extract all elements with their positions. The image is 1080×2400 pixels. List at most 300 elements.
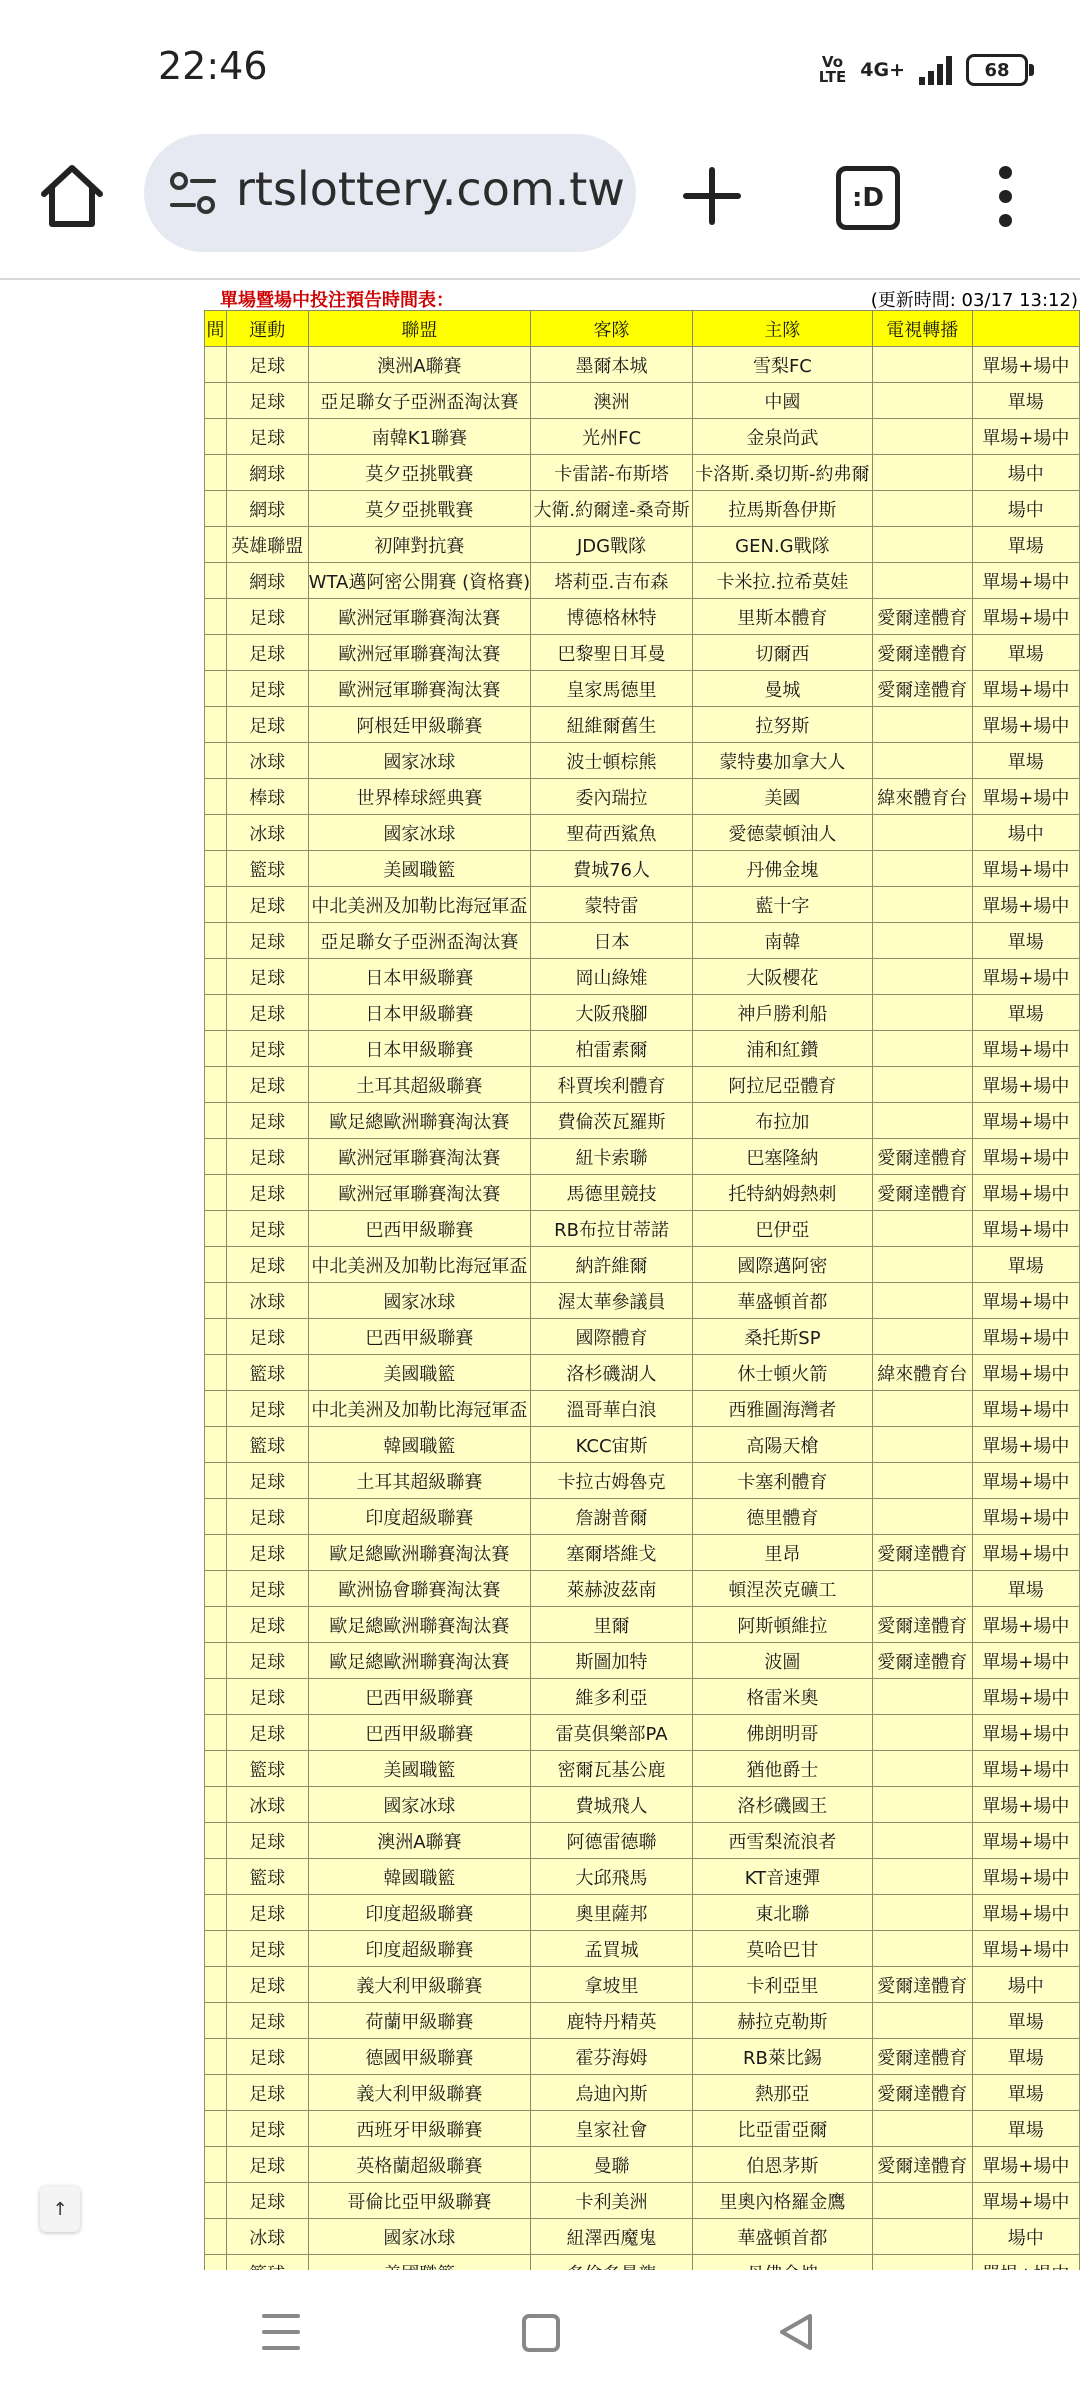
cell-bet-type: 單場+場中 bbox=[972, 959, 1079, 995]
cell-bet-type: 單場+場中 bbox=[972, 707, 1079, 743]
table-row bbox=[205, 743, 1080, 779]
cell-home: RB萊比錫 bbox=[692, 2039, 872, 2075]
network-type: 4G+ bbox=[860, 59, 905, 81]
cell-away: KCC宙斯 bbox=[531, 1427, 693, 1463]
cell-away: RB布拉甘蒂諾 bbox=[531, 1211, 693, 1247]
table-row bbox=[205, 923, 1080, 959]
cell-time bbox=[205, 1463, 227, 1499]
status-icons bbox=[819, 50, 1028, 90]
cell-sport: 足球 bbox=[226, 1319, 308, 1355]
cell-sport: 網球 bbox=[226, 491, 308, 527]
header-sport: 運動 bbox=[226, 311, 308, 347]
cell-sport: 足球 bbox=[226, 1679, 308, 1715]
cell-tv: 緯來體育台 bbox=[872, 1355, 972, 1391]
cell-home: 華盛頓首都 bbox=[692, 1283, 872, 1319]
cell-home: 東北聯 bbox=[692, 1895, 872, 1931]
browser-toolbar bbox=[0, 130, 1080, 280]
cell-bet-type: 單場+場中 bbox=[972, 1859, 1079, 1895]
cell-sport: 冰球 bbox=[226, 743, 308, 779]
cell-bet-type: 單場+場中 bbox=[972, 1211, 1079, 1247]
cell-away: 鹿特丹精英 bbox=[531, 2003, 693, 2039]
cell-home: 熱那亞 bbox=[692, 2075, 872, 2111]
cell-league: 義大利甲級聯賽 bbox=[308, 2075, 530, 2111]
header-home: 主隊 bbox=[692, 311, 872, 347]
nav-home-icon[interactable] bbox=[522, 2314, 560, 2352]
cell-home: 阿斯頓維拉 bbox=[692, 1607, 872, 1643]
cell-away: 密爾瓦基公鹿 bbox=[531, 1751, 693, 1787]
cell-league: 歐足總歐洲聯賽淘汰賽 bbox=[308, 1535, 530, 1571]
back-icon[interactable] bbox=[778, 2312, 814, 2352]
cell-home: 美國 bbox=[692, 779, 872, 815]
cell-home: 神戶勝利船 bbox=[692, 995, 872, 1031]
table-row bbox=[205, 959, 1080, 995]
cell-tv: 愛爾達體育 bbox=[872, 1967, 972, 2003]
cell-sport: 網球 bbox=[226, 563, 308, 599]
table-row bbox=[205, 491, 1080, 527]
cell-bet-type: 單場+場中 bbox=[972, 563, 1079, 599]
cell-time bbox=[205, 923, 227, 959]
home-icon[interactable] bbox=[36, 160, 108, 232]
cell-bet-type: 單場+場中 bbox=[972, 2183, 1079, 2219]
battery-icon bbox=[966, 54, 1028, 86]
cell-league: 歐洲冠軍聯賽淘汰賽 bbox=[308, 635, 530, 671]
cell-bet-type: 場中 bbox=[972, 455, 1079, 491]
cell-home: 佛朗明哥 bbox=[692, 1715, 872, 1751]
cell-tv bbox=[872, 1319, 972, 1355]
cell-home: 卡塞利體育 bbox=[692, 1463, 872, 1499]
page-title: 單場暨場中投注預告時間表： bbox=[220, 290, 454, 311]
schedule-heading bbox=[218, 282, 1080, 310]
cell-home: 莫哈巴甘 bbox=[692, 1931, 872, 1967]
address-bar[interactable] bbox=[144, 134, 636, 252]
cell-sport: 網球 bbox=[226, 455, 308, 491]
cell-away: 洛杉磯湖人 bbox=[531, 1355, 693, 1391]
cell-sport: 足球 bbox=[226, 707, 308, 743]
cell-time bbox=[205, 491, 227, 527]
cell-tv: 愛爾達體育 bbox=[872, 2075, 972, 2111]
cell-bet-type: 單場+場中 bbox=[972, 1499, 1079, 1535]
cell-bet-type: 單場+場中 bbox=[972, 1607, 1079, 1643]
cell-bet-type: 單場+場中 bbox=[972, 779, 1079, 815]
cell-sport: 冰球 bbox=[226, 1787, 308, 1823]
cell-bet-type: 單場+場中 bbox=[972, 1355, 1079, 1391]
cell-league: 歐足總歐洲聯賽淘汰賽 bbox=[308, 1607, 530, 1643]
cell-away: 孟買城 bbox=[531, 1931, 693, 1967]
cell-tv bbox=[872, 563, 972, 599]
cell-time bbox=[205, 1643, 227, 1679]
cell-league: 國家冰球 bbox=[308, 743, 530, 779]
cell-time bbox=[205, 1067, 227, 1103]
cell-away: 紐澤西魔鬼 bbox=[531, 2219, 693, 2255]
cell-sport: 足球 bbox=[226, 2111, 308, 2147]
cell-league: 土耳其超級聯賽 bbox=[308, 1067, 530, 1103]
cell-home: 西雪梨流浪者 bbox=[692, 1823, 872, 1859]
cell-tv bbox=[872, 1859, 972, 1895]
cell-time bbox=[205, 995, 227, 1031]
cell-bet-type: 單場+場中 bbox=[972, 347, 1079, 383]
cell-bet-type: 單場+場中 bbox=[972, 599, 1079, 635]
cell-away: 委內瑞拉 bbox=[531, 779, 693, 815]
cell-time bbox=[205, 851, 227, 887]
cell-sport: 足球 bbox=[226, 995, 308, 1031]
cell-sport: 足球 bbox=[226, 1247, 308, 1283]
table-row bbox=[205, 455, 1080, 491]
cell-away: JDG戰隊 bbox=[531, 527, 693, 563]
table-row bbox=[205, 599, 1080, 635]
cell-away: 岡山綠雉 bbox=[531, 959, 693, 995]
cell-time bbox=[205, 2075, 227, 2111]
cell-time bbox=[205, 383, 227, 419]
cell-tv bbox=[872, 1571, 972, 1607]
signal-icon bbox=[919, 55, 952, 85]
header-away: 客隊 bbox=[531, 311, 693, 347]
cell-bet-type: 單場+場中 bbox=[972, 1067, 1079, 1103]
cell-home: 伯恩茅斯 bbox=[692, 2147, 872, 2183]
cell-time bbox=[205, 671, 227, 707]
cell-home: 布拉加 bbox=[692, 1103, 872, 1139]
cell-league: 印度超級聯賽 bbox=[308, 1499, 530, 1535]
cell-home: KT音速彈 bbox=[692, 1859, 872, 1895]
cell-time bbox=[205, 1211, 227, 1247]
table-row bbox=[205, 1103, 1080, 1139]
cell-bet-type: 單場+場中 bbox=[972, 2147, 1079, 2183]
table-row bbox=[205, 1607, 1080, 1643]
cell-time bbox=[205, 1103, 227, 1139]
cell-home: 頓涅茨克礦工 bbox=[692, 1571, 872, 1607]
cell-away: 拿坡里 bbox=[531, 1967, 693, 2003]
cell-bet-type: 單場+場中 bbox=[972, 1715, 1079, 1751]
cell-home: 里昂 bbox=[692, 1535, 872, 1571]
cell-tv bbox=[872, 2183, 972, 2219]
cell-bet-type: 場中 bbox=[972, 2219, 1079, 2255]
cell-tv bbox=[872, 1679, 972, 1715]
table-row bbox=[205, 1643, 1080, 1679]
cell-league: 美國職籃 bbox=[308, 851, 530, 887]
cell-away: 奧里薩邦 bbox=[531, 1895, 693, 1931]
cell-league: 印度超級聯賽 bbox=[308, 1931, 530, 1967]
cell-away: 聖荷西鯊魚 bbox=[531, 815, 693, 851]
cell-tv bbox=[872, 743, 972, 779]
cell-bet-type: 單場+場中 bbox=[972, 419, 1079, 455]
cell-time bbox=[205, 635, 227, 671]
system-nav-bar bbox=[0, 2270, 1080, 2400]
cell-league: 德國甲級聯賽 bbox=[308, 2039, 530, 2075]
scroll-top-button[interactable]: ↑ bbox=[40, 2186, 80, 2232]
status-bar bbox=[0, 0, 1080, 130]
cell-league: 中北美洲及加勒比海冠軍盃 bbox=[308, 887, 530, 923]
cell-league: 亞足聯女子亞洲盃淘汰賽 bbox=[308, 383, 530, 419]
cell-home: 赫拉克勒斯 bbox=[692, 2003, 872, 2039]
table-row bbox=[205, 1463, 1080, 1499]
table-row bbox=[205, 383, 1080, 419]
cell-bet-type: 單場 bbox=[972, 1571, 1079, 1607]
cell-away: 博德格林特 bbox=[531, 599, 693, 635]
cell-sport: 足球 bbox=[226, 923, 308, 959]
cell-home: 丹佛金塊 bbox=[692, 851, 872, 887]
cell-time bbox=[205, 455, 227, 491]
cell-bet-type: 單場+場中 bbox=[972, 1463, 1079, 1499]
cell-time bbox=[205, 1679, 227, 1715]
cell-tv bbox=[872, 1499, 972, 1535]
cell-home: 休士頓火箭 bbox=[692, 1355, 872, 1391]
cell-home: 高陽天槍 bbox=[692, 1427, 872, 1463]
table-row bbox=[205, 1931, 1080, 1967]
table-row bbox=[205, 2039, 1080, 2075]
cell-away: 大衛.約爾達-桑奇斯 bbox=[531, 491, 693, 527]
table-row bbox=[205, 527, 1080, 563]
cell-bet-type: 單場 bbox=[972, 527, 1079, 563]
cell-tv bbox=[872, 1427, 972, 1463]
recents-icon[interactable] bbox=[262, 2314, 300, 2354]
cell-home: 西雅圖海灣者 bbox=[692, 1391, 872, 1427]
cell-bet-type: 單場+場中 bbox=[972, 1103, 1079, 1139]
plus-icon[interactable] bbox=[680, 164, 744, 228]
tab-switcher-icon[interactable]: :D bbox=[836, 166, 900, 230]
table-row bbox=[205, 347, 1080, 383]
cell-sport: 足球 bbox=[226, 1895, 308, 1931]
cell-tv: 緯來體育台 bbox=[872, 779, 972, 815]
cell-sport: 足球 bbox=[226, 1463, 308, 1499]
cell-home: 金泉尚武 bbox=[692, 419, 872, 455]
cell-away: 皇家馬德里 bbox=[531, 671, 693, 707]
cell-home: 切爾西 bbox=[692, 635, 872, 671]
table-row bbox=[205, 995, 1080, 1031]
cell-time bbox=[205, 1751, 227, 1787]
cell-tv bbox=[872, 1031, 972, 1067]
cell-time bbox=[205, 1427, 227, 1463]
cell-home: 中國 bbox=[692, 383, 872, 419]
cell-league: 巴西甲級聯賽 bbox=[308, 1211, 530, 1247]
table-row bbox=[205, 1859, 1080, 1895]
table-row bbox=[205, 779, 1080, 815]
cell-bet-type: 單場+場中 bbox=[972, 887, 1079, 923]
cell-bet-type: 單場+場中 bbox=[972, 1391, 1079, 1427]
cell-away: 烏迪內斯 bbox=[531, 2075, 693, 2111]
table-row bbox=[205, 1679, 1080, 1715]
cell-away: 日本 bbox=[531, 923, 693, 959]
cell-tv bbox=[872, 1283, 972, 1319]
cell-home: 猶他爵士 bbox=[692, 1751, 872, 1787]
cell-time bbox=[205, 707, 227, 743]
cell-time bbox=[205, 1787, 227, 1823]
cell-league: 歐足總歐洲聯賽淘汰賽 bbox=[308, 1643, 530, 1679]
cell-sport: 足球 bbox=[226, 1499, 308, 1535]
cell-sport: 棒球 bbox=[226, 779, 308, 815]
cell-tv bbox=[872, 707, 972, 743]
table-row bbox=[205, 1751, 1080, 1787]
cell-tv bbox=[872, 887, 972, 923]
cell-home: 蒙特婁加拿大人 bbox=[692, 743, 872, 779]
cell-time bbox=[205, 2003, 227, 2039]
update-time: (更新時間: 03/17 13:12) bbox=[870, 290, 1078, 311]
cell-bet-type: 單場 bbox=[972, 923, 1079, 959]
table-row bbox=[205, 419, 1080, 455]
cell-tv bbox=[872, 1067, 972, 1103]
cell-time bbox=[205, 1391, 227, 1427]
cell-sport: 足球 bbox=[226, 1535, 308, 1571]
table-header-row bbox=[205, 311, 1080, 347]
cell-bet-type: 單場 bbox=[972, 743, 1079, 779]
cell-league: 中北美洲及加勒比海冠軍盃 bbox=[308, 1247, 530, 1283]
cell-time bbox=[205, 1967, 227, 2003]
cell-sport: 足球 bbox=[226, 1823, 308, 1859]
cell-league: 美國職籃 bbox=[308, 1355, 530, 1391]
cell-league: 國家冰球 bbox=[308, 815, 530, 851]
cell-sport: 足球 bbox=[226, 1139, 308, 1175]
cell-tv bbox=[872, 491, 972, 527]
cell-sport: 足球 bbox=[226, 1211, 308, 1247]
table-row bbox=[205, 707, 1080, 743]
cell-league: 歐足總歐洲聯賽淘汰賽 bbox=[308, 1103, 530, 1139]
cell-home: 愛德蒙頓油人 bbox=[692, 815, 872, 851]
cell-time bbox=[205, 2219, 227, 2255]
cell-away: 費城76人 bbox=[531, 851, 693, 887]
cell-tv bbox=[872, 959, 972, 995]
cell-sport: 籃球 bbox=[226, 1427, 308, 1463]
cell-league: 歐洲冠軍聯賽淘汰賽 bbox=[308, 1175, 530, 1211]
cell-sport: 足球 bbox=[226, 1931, 308, 1967]
cell-sport: 籃球 bbox=[226, 851, 308, 887]
cell-league: 歐洲協會聯賽淘汰賽 bbox=[308, 1571, 530, 1607]
cell-time bbox=[205, 815, 227, 851]
cell-bet-type: 單場+場中 bbox=[972, 1931, 1079, 1967]
cell-away: 蒙特雷 bbox=[531, 887, 693, 923]
cell-league: 歐洲冠軍聯賽淘汰賽 bbox=[308, 671, 530, 707]
cell-away: 費倫茨瓦羅斯 bbox=[531, 1103, 693, 1139]
cell-bet-type: 單場+場中 bbox=[972, 1643, 1079, 1679]
cell-league: 日本甲級聯賽 bbox=[308, 995, 530, 1031]
cell-time bbox=[205, 1931, 227, 1967]
tune-icon[interactable] bbox=[168, 170, 218, 216]
cell-bet-type: 單場 bbox=[972, 2075, 1079, 2111]
cell-bet-type: 單場+場中 bbox=[972, 671, 1079, 707]
cell-sport: 籃球 bbox=[226, 1859, 308, 1895]
cell-bet-type: 單場+場中 bbox=[972, 1535, 1079, 1571]
cell-sport: 足球 bbox=[226, 959, 308, 995]
cell-time bbox=[205, 527, 227, 563]
cell-time bbox=[205, 563, 227, 599]
clock: 22:46 bbox=[158, 44, 268, 88]
cell-away: 大邱飛馬 bbox=[531, 1859, 693, 1895]
cell-away: 巴黎聖日耳曼 bbox=[531, 635, 693, 671]
cell-league: 日本甲級聯賽 bbox=[308, 959, 530, 995]
cell-time bbox=[205, 1283, 227, 1319]
cell-tv bbox=[872, 851, 972, 887]
cell-home: 華盛頓首都 bbox=[692, 2219, 872, 2255]
header-time: 間 bbox=[205, 311, 227, 347]
table-row bbox=[205, 2075, 1080, 2111]
cell-time bbox=[205, 1031, 227, 1067]
cell-league: 日本甲級聯賽 bbox=[308, 1031, 530, 1067]
cell-time bbox=[205, 1139, 227, 1175]
cell-bet-type: 場中 bbox=[972, 491, 1079, 527]
cell-home: 大阪櫻花 bbox=[692, 959, 872, 995]
cell-home: 巴塞隆納 bbox=[692, 1139, 872, 1175]
header-type bbox=[972, 311, 1079, 347]
cell-time bbox=[205, 2111, 227, 2147]
table-row bbox=[205, 2003, 1080, 2039]
cell-away: 卡雷諾-布斯塔 bbox=[531, 455, 693, 491]
cell-away: 波士頓棕熊 bbox=[531, 743, 693, 779]
cell-away: 馬德里競技 bbox=[531, 1175, 693, 1211]
cell-league: 印度超級聯賽 bbox=[308, 1895, 530, 1931]
cell-away: 渥太華參議員 bbox=[531, 1283, 693, 1319]
cell-league: 亞足聯女子亞洲盃淘汰賽 bbox=[308, 923, 530, 959]
cell-bet-type: 單場+場中 bbox=[972, 1319, 1079, 1355]
cell-league: 初陣對抗賽 bbox=[308, 527, 530, 563]
table-row bbox=[205, 671, 1080, 707]
cell-tv bbox=[872, 419, 972, 455]
cell-sport: 籃球 bbox=[226, 1355, 308, 1391]
table-row bbox=[205, 1247, 1080, 1283]
cell-sport: 足球 bbox=[226, 2075, 308, 2111]
cell-league: 哥倫比亞甲級聯賽 bbox=[308, 2183, 530, 2219]
cell-tv bbox=[872, 1391, 972, 1427]
cell-away: 阿德雷德聯 bbox=[531, 1823, 693, 1859]
cell-league: 巴西甲級聯賽 bbox=[308, 1715, 530, 1751]
cell-tv: 愛爾達體育 bbox=[872, 599, 972, 635]
cell-tv bbox=[872, 1715, 972, 1751]
cell-tv: 愛爾達體育 bbox=[872, 1175, 972, 1211]
cell-sport: 足球 bbox=[226, 635, 308, 671]
cell-bet-type: 單場 bbox=[972, 2039, 1079, 2075]
more-vert-icon[interactable] bbox=[994, 166, 1016, 228]
cell-home: 里斯本體育 bbox=[692, 599, 872, 635]
table-row bbox=[205, 1715, 1080, 1751]
cell-time bbox=[205, 1895, 227, 1931]
cell-home: 雪梨FC bbox=[692, 347, 872, 383]
cell-home: 洛杉磯國王 bbox=[692, 1787, 872, 1823]
cell-league: 荷蘭甲級聯賽 bbox=[308, 2003, 530, 2039]
cell-away: 皇家社會 bbox=[531, 2111, 693, 2147]
cell-league: 歐洲冠軍聯賽淘汰賽 bbox=[308, 1139, 530, 1175]
cell-sport: 足球 bbox=[226, 887, 308, 923]
table-row bbox=[205, 1571, 1080, 1607]
cell-league: 阿根廷甲級聯賽 bbox=[308, 707, 530, 743]
cell-away: 大阪飛腳 bbox=[531, 995, 693, 1031]
cell-away: 墨爾本城 bbox=[531, 347, 693, 383]
cell-league: 西班牙甲級聯賽 bbox=[308, 2111, 530, 2147]
cell-tv: 愛爾達體育 bbox=[872, 671, 972, 707]
cell-bet-type: 單場+場中 bbox=[972, 1787, 1079, 1823]
cell-home: 德里體育 bbox=[692, 1499, 872, 1535]
cell-sport: 足球 bbox=[226, 599, 308, 635]
cell-sport: 籃球 bbox=[226, 1751, 308, 1787]
cell-tv: 愛爾達體育 bbox=[872, 1535, 972, 1571]
cell-away: 卡利美洲 bbox=[531, 2183, 693, 2219]
cell-bet-type: 場中 bbox=[972, 815, 1079, 851]
table-row bbox=[205, 851, 1080, 887]
cell-home: 卡利亞里 bbox=[692, 1967, 872, 2003]
table-row bbox=[205, 1139, 1080, 1175]
cell-bet-type: 單場 bbox=[972, 2111, 1079, 2147]
table-row bbox=[205, 1283, 1080, 1319]
cell-time bbox=[205, 347, 227, 383]
cell-tv bbox=[872, 1823, 972, 1859]
cell-sport: 足球 bbox=[226, 2003, 308, 2039]
cell-bet-type: 單場+場中 bbox=[972, 1823, 1079, 1859]
table-row bbox=[205, 1967, 1080, 2003]
cell-home: 拉馬斯魯伊斯 bbox=[692, 491, 872, 527]
table-row bbox=[205, 2147, 1080, 2183]
table-row bbox=[205, 563, 1080, 599]
cell-league: 世界棒球經典賽 bbox=[308, 779, 530, 815]
cell-league: 義大利甲級聯賽 bbox=[308, 1967, 530, 2003]
cell-league: 英格蘭超級聯賽 bbox=[308, 2147, 530, 2183]
cell-sport: 足球 bbox=[226, 1103, 308, 1139]
cell-tv bbox=[872, 815, 972, 851]
cell-away: 里爾 bbox=[531, 1607, 693, 1643]
